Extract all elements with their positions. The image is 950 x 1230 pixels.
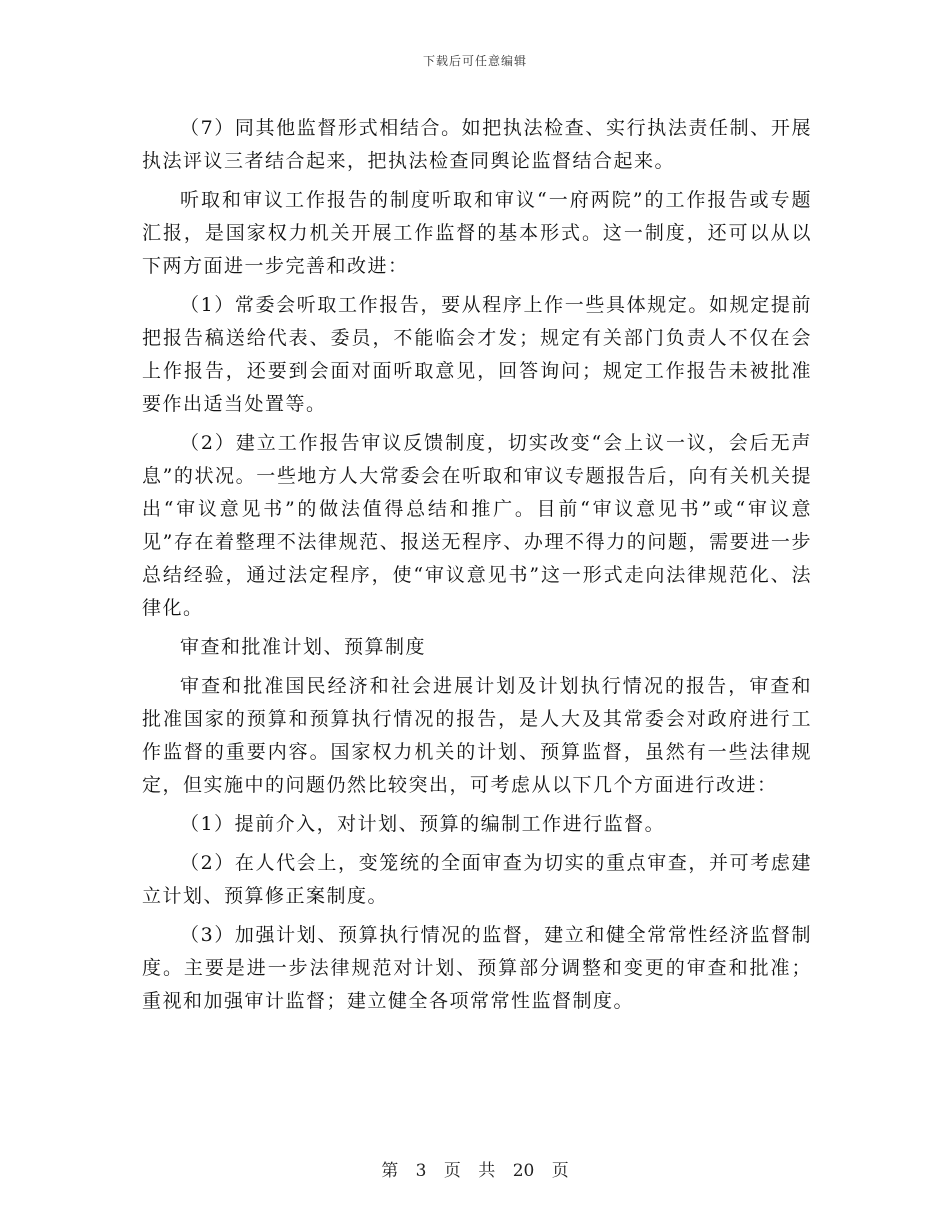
footer-prefix: 第 xyxy=(381,1161,399,1181)
document-body xyxy=(142,112,812,1018)
footer-suffix: 页 xyxy=(551,1161,569,1181)
footer-total-pages: 20 xyxy=(512,1161,535,1181)
footer-page-label: 页 xyxy=(443,1161,461,1181)
paragraph-report-system: 听取和审议工作报告的制度听取和审议“一府两院”的工作报告或专题汇报，是国家权力机关开展工作监督的基本形式。这一制度，还可以从以下两方面进一步完善和改进： xyxy=(142,189,812,277)
paragraph-report-item-1: （1）常委会听取工作报告，要从程序上作一些具体规定。如规定提前把报告稿送给代表、委员，不能临会才发；规定有关部门负责人不仅在会上作报告，还要到会面对面听取意见，回答询问；规定工作报告未被批准要作出适当处置等。 xyxy=(142,294,812,415)
paragraph-item-7: （7）同其他监督形式相结合。如把执法检查、实行执法责任制、开展执法评议三者结合起来，把执法检查同舆论监督结合起来。 xyxy=(142,117,812,172)
paragraph-report-item-2: （2）建立工作报告审议反馈制度，切实改变“会上议一议，会后无声息”的状况。一些地方人大常委会在听取和审议专题报告后，向有关机关提出“审议意见书”的做法值得总结和推广。目前“审议意见书”或“审议意见”存在着整理不法律规范、报送无程序、办理不得力的问题，需要进一步总结经验，通过法定程序，使“审议意见书”这一形式走向法律规范化、法律化。 xyxy=(142,432,812,619)
paragraph-budget-item-2: （2）在人代会上，变笼统的全面审查为切实的重点审查，并可考虑建立计划、预算修正案制度。 xyxy=(142,852,812,907)
page-header: 下载后可任意编辑 xyxy=(422,54,527,68)
footer-current-page: 3 xyxy=(415,1161,427,1181)
paragraph-budget-system: 审查和批准国民经济和社会进展计划及计划执行情况的报告，审查和批准国家的预算和预算执行情况的报告，是人大及其常委会对政府进行工作监督的重要内容。国家权力机关的计划、预算监督，虽然有一些法律规定，但实施中的问题仍然比较突出，可考虑从以下几个方面进行改进： xyxy=(142,675,812,796)
page-footer xyxy=(0,1156,950,1181)
paragraph-budget-item-1: （1）提前介入，对计划、预算的编制工作进行监督。 xyxy=(180,813,666,835)
footer-total-label: 共 xyxy=(478,1161,496,1181)
paragraph-budget-item-3: （3）加强计划、预算执行情况的监督，建立和健全常常性经济监督制度。主要是进一步法律规范对计划、预算部分调整和变更的审查和批准；重视和加强审计监督；建立健全各项常常性监督制度。 xyxy=(142,924,812,1012)
section-heading-budget: 审查和批准计划、预算制度 xyxy=(180,636,427,658)
